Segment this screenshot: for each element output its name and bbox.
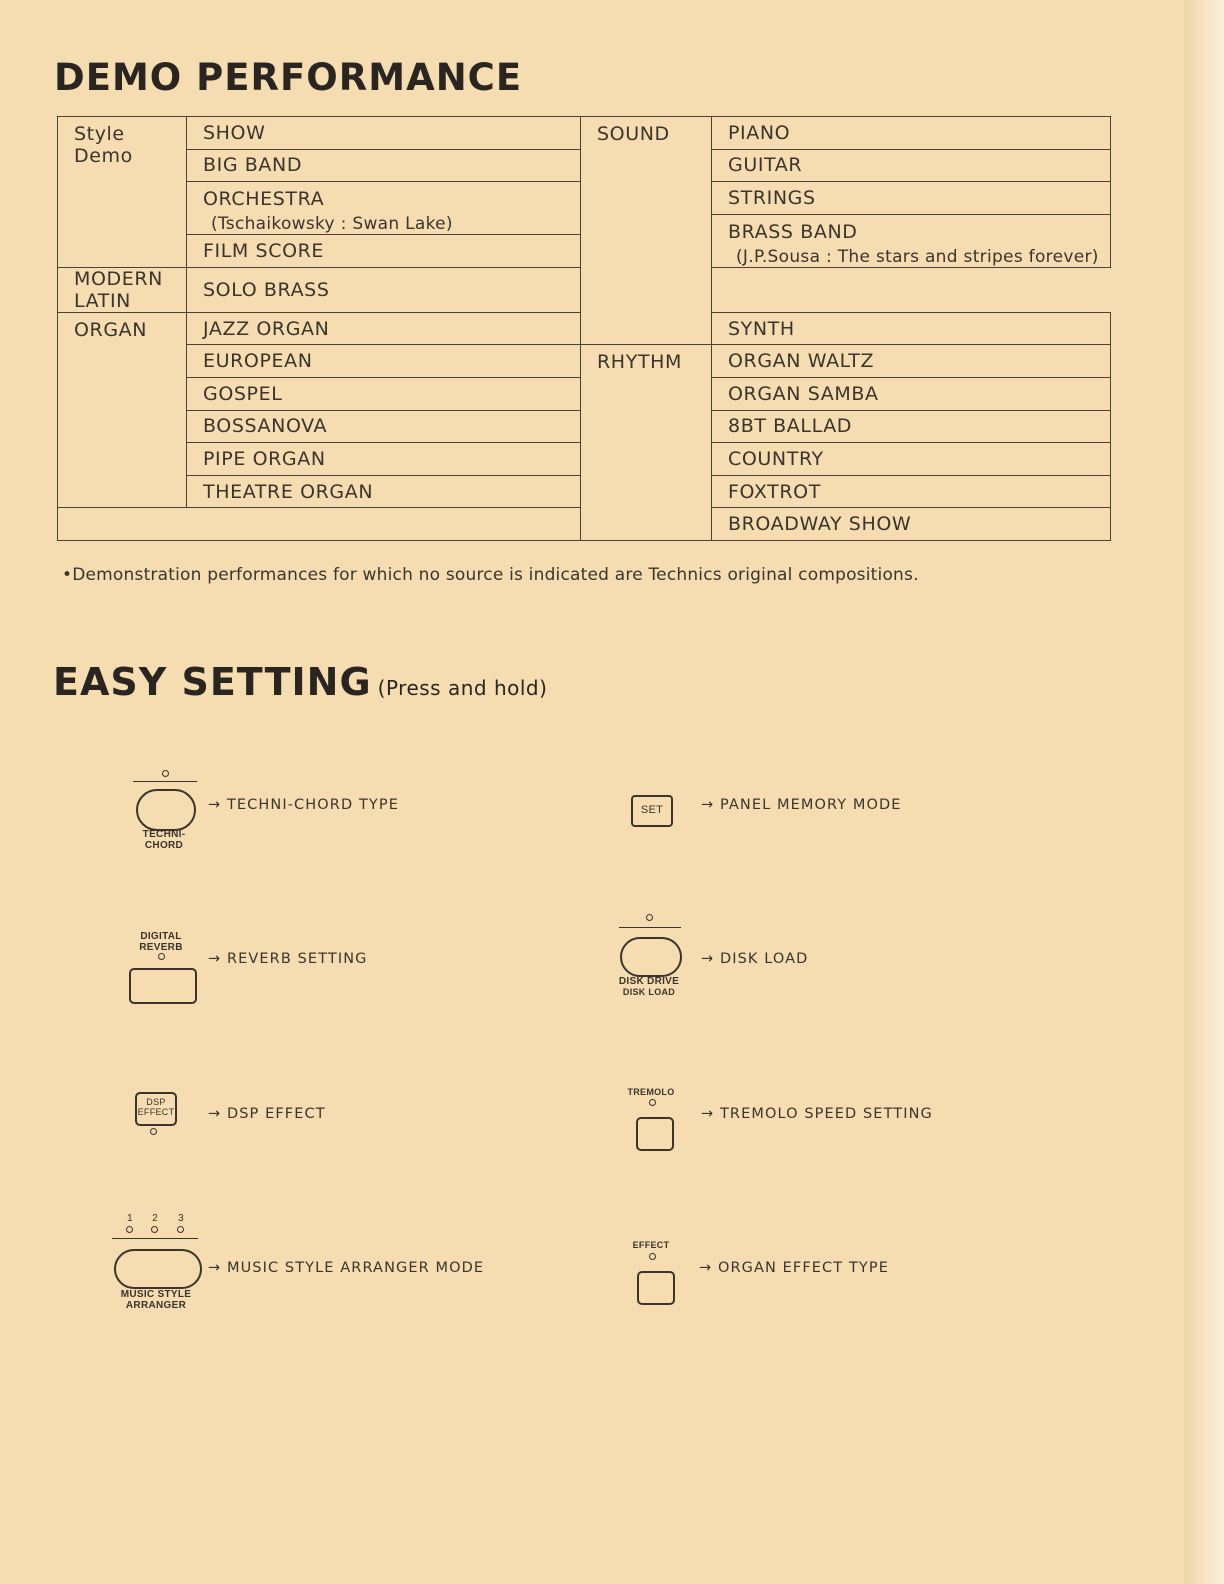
divider <box>112 1238 198 1239</box>
music-style-arranger-button[interactable] <box>114 1249 202 1289</box>
demo-item: BIG BAND <box>187 149 581 182</box>
demo-item-name: ORCHESTRA <box>203 188 325 211</box>
organ-effect-action: → ORGAN EFFECT TYPE <box>699 1260 889 1276</box>
easy-setting-title <box>53 660 547 704</box>
demo-item: GUITAR <box>712 149 1111 182</box>
demo-item: ORGAN WALTZ <box>712 345 1111 378</box>
demo-item: FILM SCORE <box>187 235 581 268</box>
demo-item: COUNTRY <box>712 443 1111 476</box>
demo-item: JAZZ ORGAN <box>187 312 581 345</box>
tremolo-action: → TREMOLO SPEED SETTING <box>701 1106 933 1122</box>
organ-effect-button[interactable] <box>637 1271 675 1305</box>
divider <box>133 781 197 782</box>
indicator-led <box>150 1128 157 1135</box>
demo-table <box>57 116 1111 541</box>
techni-chord-action: → TECHNI-CHORD TYPE <box>208 797 399 813</box>
category-style-demo: Style Demo <box>58 117 187 268</box>
indicator-led <box>649 1253 656 1260</box>
demo-item-source: (Tschaikowsky : Swan Lake) <box>211 214 453 235</box>
demo-item: THEATRE ORGAN <box>187 475 581 508</box>
techni-chord-button[interactable] <box>136 789 196 831</box>
demo-item: SOLO BRASS <box>187 267 581 312</box>
demo-item: PIANO <box>712 117 1111 150</box>
demo-item-name: BRASS BAND <box>728 220 858 243</box>
easy-setting-subtitle: (Press and hold) <box>377 676 548 700</box>
demo-performance-title: DEMO PERFORMANCE <box>54 56 523 99</box>
demo-item: FOXTROT <box>712 475 1111 508</box>
indicator-led <box>126 1226 133 1233</box>
demo-item: MODERN LATIN <box>58 267 187 312</box>
demo-item: PIPE ORGAN <box>187 443 581 476</box>
indicator-led <box>177 1226 184 1233</box>
category-rhythm: RHYTHM <box>581 345 712 541</box>
demo-item-brass-band <box>712 214 1111 267</box>
organ-effect-button-label: EFFECT <box>632 1240 670 1250</box>
reverb-button[interactable] <box>129 968 197 1004</box>
demo-item: EUROPEAN <box>187 345 581 378</box>
techni-chord-button-label: TECHNI- CHORD <box>142 829 186 851</box>
demo-item: SHOW <box>187 117 581 150</box>
indicator-led <box>162 770 169 777</box>
indicator-led <box>649 1099 656 1106</box>
set-button[interactable] <box>631 795 673 827</box>
category-organ: ORGAN <box>58 312 187 508</box>
demo-item: BROADWAY SHOW <box>712 508 1111 541</box>
table-row <box>58 117 1111 150</box>
dsp-action: → DSP EFFECT <box>208 1106 326 1122</box>
empty-cell <box>58 508 581 541</box>
indicator-led <box>646 914 653 921</box>
music-style-arranger-button-label: MUSIC STYLE ARRANGER <box>120 1289 192 1311</box>
tremolo-button-label: TREMOLO <box>627 1087 675 1097</box>
dsp-effect-button-label: DSP EFFECT <box>137 1097 175 1117</box>
set-action: → PANEL MEMORY MODE <box>701 797 902 813</box>
led-number: 3 <box>178 1213 184 1224</box>
demo-footnote: •Demonstration performances for which no source is indicated are Technics original compositions. <box>62 565 919 585</box>
table-row <box>58 345 1111 378</box>
demo-item: SYNTH <box>712 312 1111 345</box>
easy-setting-heading: EASY SETTING <box>53 660 372 704</box>
dsp-effect-button[interactable] <box>135 1092 177 1126</box>
demo-item-source: (J.P.Sousa : The stars and stripes forever) <box>736 246 1099 267</box>
demo-item: ORGAN SAMBA <box>712 377 1111 410</box>
arranger-action: → MUSIC STYLE ARRANGER MODE <box>208 1260 485 1276</box>
disk-action: → DISK LOAD <box>701 951 809 967</box>
tremolo-button[interactable] <box>636 1117 674 1151</box>
demo-item: STRINGS <box>712 182 1111 215</box>
indicator-led <box>158 953 165 960</box>
indicator-led <box>151 1226 158 1233</box>
demo-item: 8BT BALLAD <box>712 410 1111 443</box>
disk-drive-button-label: DISK DRIVE DISK LOAD <box>618 976 680 997</box>
led-number: 2 <box>152 1213 158 1224</box>
set-button-label: SET <box>640 804 664 816</box>
page-edge <box>1184 0 1224 1584</box>
led-number: 1 <box>127 1213 133 1224</box>
divider <box>619 927 681 928</box>
disk-drive-button[interactable] <box>620 937 682 977</box>
reverb-action: → REVERB SETTING <box>208 951 368 967</box>
demo-item-orchestra <box>187 182 581 235</box>
demo-item: BOSSANOVA <box>187 410 581 443</box>
category-sound: SOUND <box>581 117 712 345</box>
demo-item: GOSPEL <box>187 377 581 410</box>
reverb-button-label: DIGITAL REVERB <box>139 931 183 953</box>
